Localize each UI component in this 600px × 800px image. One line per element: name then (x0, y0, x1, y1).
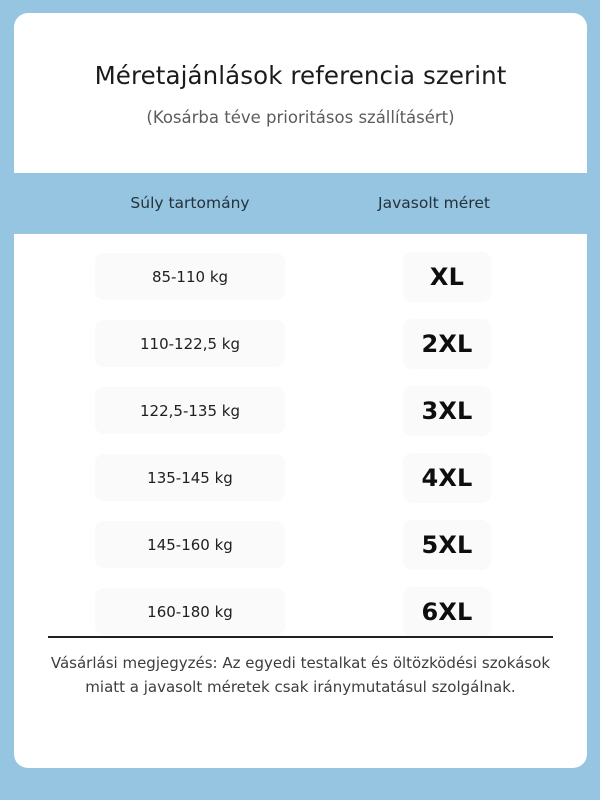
cell-weight-range: 160-180 kg (95, 588, 285, 635)
footer-divider (48, 636, 553, 638)
cell-weight-range: 135-145 kg (95, 454, 285, 501)
table-row (14, 511, 587, 578)
table-row (14, 310, 587, 377)
page-title: Méretajánlások referencia szerint (94, 61, 507, 90)
table-row (14, 444, 587, 511)
header-card (14, 13, 587, 173)
cell-weight-range: 85-110 kg (95, 253, 285, 300)
cell-recommended-size: 5XL (403, 520, 491, 570)
cell-weight-range: 145-160 kg (95, 521, 285, 568)
cell-recommended-size: 3XL (403, 386, 491, 436)
cell-weight-range: 122,5-135 kg (95, 387, 285, 434)
column-header-size: Javasolt méret (378, 194, 490, 212)
table-row (14, 377, 587, 444)
column-header-band (0, 173, 600, 234)
purchase-note: Vásárlási megjegyzés: Az egyedi testalkat és öltözködési szokások miatt a javasolt méretek csak iránymutatásul szolgálnak. (50, 654, 551, 697)
cell-recommended-size: 2XL (403, 319, 491, 369)
cell-weight-range: 110-122,5 kg (95, 320, 285, 367)
column-header-weight: Súly tartomány (130, 194, 250, 212)
cell-recommended-size: 4XL (403, 453, 491, 503)
table-row (14, 243, 587, 310)
cell-recommended-size: XL (403, 252, 491, 302)
page-subtitle: (Kosárba téve prioritásos szállításért) (146, 107, 455, 127)
table-row (14, 578, 587, 645)
cell-recommended-size: 6XL (403, 587, 491, 637)
size-table-rows (14, 243, 587, 645)
size-table-card (14, 234, 587, 768)
